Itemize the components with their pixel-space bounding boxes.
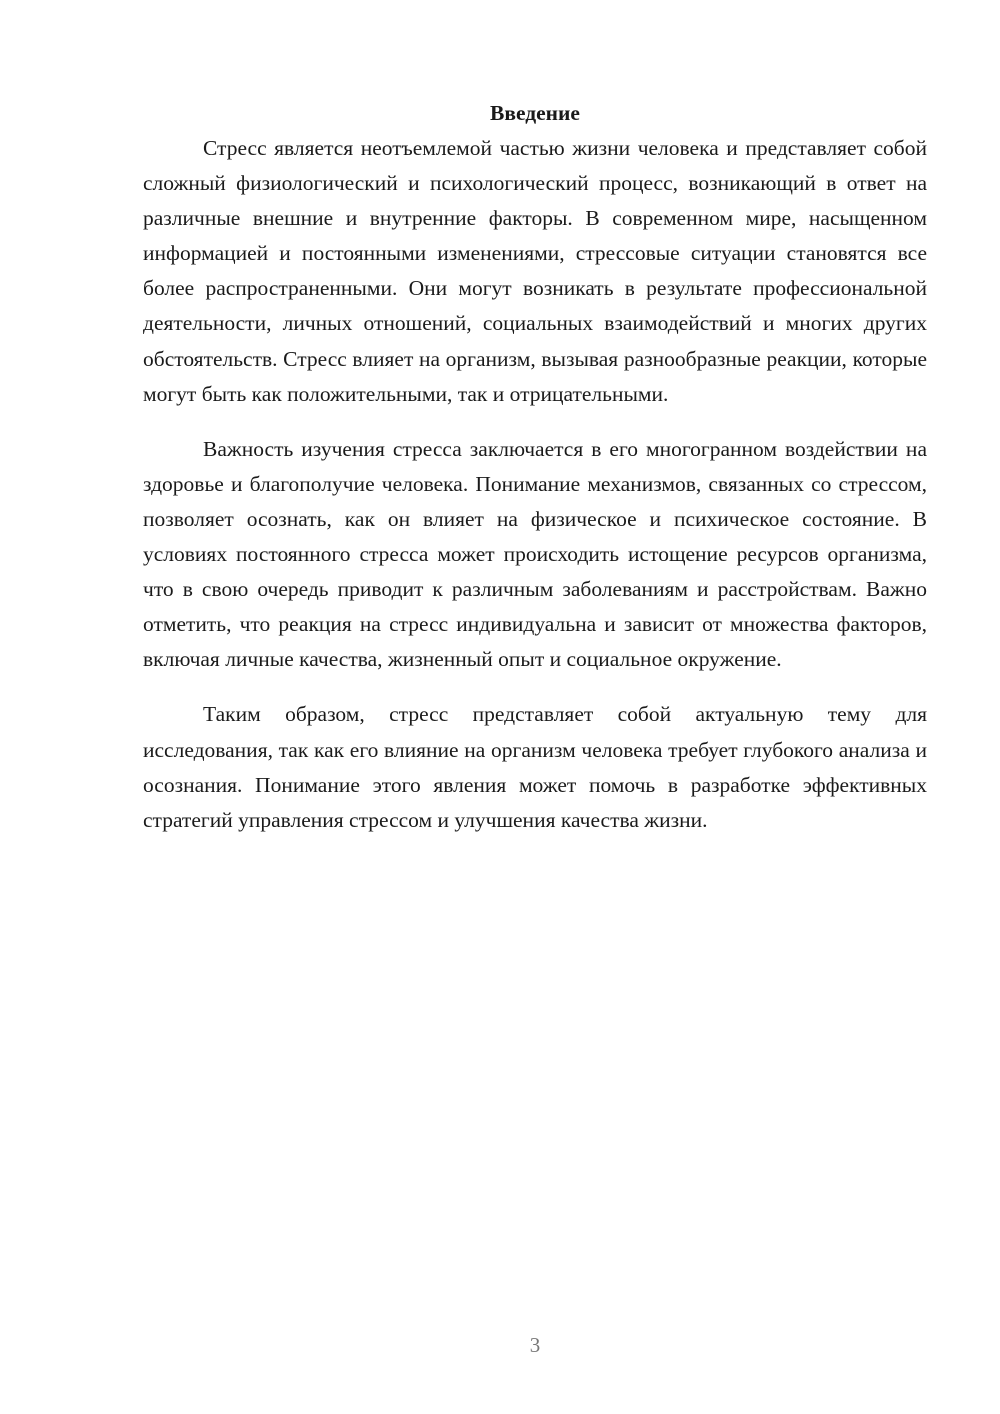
- page-content: [143, 96, 927, 838]
- section-heading: Введение: [490, 101, 580, 125]
- paragraph-importance: Важность изучения стресса заключается в его многогранном воздействии на здоровье и благополучие человека. Понимание механизмов, связанных со стрессом, позволяет осознать, как он влияет на физическое и психическое состояние. В условиях постоянного стресса может происходить истощение ресурсов организма, что в свою очередь приводит к различным заболеваниям и расстройствам. Важно отметить, что реакция на стресс индивидуальна и зависит от множества факторов, включая личные качества, жизненный опыт и социальное окружение.: [143, 436, 927, 672]
- page-number: 3: [529, 1333, 541, 1357]
- paragraph-intro: Стресс является неотъемлемой частью жизни человека и представляет собой сложный физиологический и психологический процесс, возникающий в ответ на различные внешние и внутренние факторы. В современном мире, насыщенном информацией и постоянными изменениями, стрессовые ситуации становятся все более распространенными. Они могут возникать в результате профессиональной деятельности, личных отношений, социальных взаимодействий и многих других обстоятельств. Стресс влияет на организм, вызывая разнообразные реакции, которые могут быть как положительными, так и отрицательными.: [143, 136, 927, 406]
- paragraph-conclusion: Таким образом, стресс представляет собой актуальную тему для исследования, так как его влияние на организм человека требует глубокого анализа и осознания. Понимание этого явления может помочь в разработке эффективных стратегий управления стрессом и улучшения качества жизни.: [143, 702, 927, 832]
